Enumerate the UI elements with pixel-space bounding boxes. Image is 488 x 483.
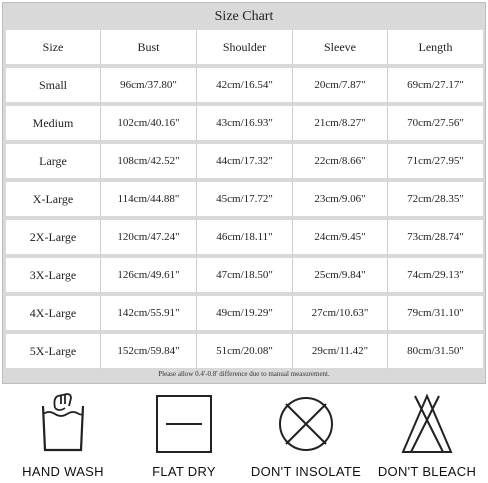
size-chart: [2, 2, 486, 384]
measurement-cell: 70cm/27.56": [388, 106, 483, 144]
table-row: [6, 144, 483, 182]
care-do-not-bleach: [366, 392, 488, 482]
measurement-cell: 51cm/20.08": [197, 334, 293, 372]
measurement-cell: 43cm/16.93": [197, 106, 293, 144]
header-row: [6, 30, 483, 68]
table-row: [6, 68, 483, 106]
measurement-cell: 46cm/18.11": [197, 220, 293, 258]
measurement-cell: 20cm/7.87": [293, 68, 388, 106]
measurement-cell: 126cm/49.61": [101, 258, 197, 296]
measurement-cell: 69cm/27.17": [388, 68, 483, 106]
care-label: DON'T BLEACH: [377, 464, 477, 479]
chart-title: Size Chart: [214, 8, 274, 24]
measurement-cell: 29cm/11.42": [293, 334, 388, 372]
header-shoulder: Shoulder: [197, 30, 293, 68]
measurement-cell: 44cm/17.32": [197, 144, 293, 182]
size-cell: X-Large: [6, 182, 101, 220]
measurement-note: Please allow 0.4'-0.8' difference due to manual measurement.: [158, 370, 330, 378]
header-bust: Bust: [101, 30, 197, 68]
measurement-cell: 120cm/47.24": [101, 220, 197, 258]
size-cell: 2X-Large: [6, 220, 101, 258]
care-label: FLAT DRY: [152, 464, 216, 479]
measurement-cell: 108cm/42.52": [101, 144, 197, 182]
do-not-bleach-icon: [387, 392, 467, 456]
measurement-cell: 96cm/37.80": [101, 68, 197, 106]
measurement-cell: 79cm/31.10": [388, 296, 483, 334]
hand-wash-icon: [23, 392, 103, 456]
measurement-cell: 47cm/18.50": [197, 258, 293, 296]
header-length: Length: [388, 30, 483, 68]
flat-dry-icon: [144, 392, 224, 456]
size-cell: 3X-Large: [6, 258, 101, 296]
table-row: [6, 258, 483, 296]
header-size: Size: [6, 30, 101, 68]
table-row: [6, 182, 483, 220]
measurement-cell: 73cm/28.74": [388, 220, 483, 258]
measurement-cell: 74cm/29.13": [388, 258, 483, 296]
measurement-cell: 80cm/31.50": [388, 334, 483, 372]
header-sleeve: Sleeve: [293, 30, 388, 68]
size-cell: Small: [6, 68, 101, 106]
care-label: DON'T INSOLATE: [250, 464, 362, 479]
care-label: HAND WASH: [22, 464, 104, 479]
care-do-not-insolate: [245, 392, 367, 482]
measurement-cell: 142cm/55.91": [101, 296, 197, 334]
measurement-cell: 72cm/28.35": [388, 182, 483, 220]
care-hand-wash: [2, 392, 124, 482]
size-cell: Large: [6, 144, 101, 182]
size-cell: 5X-Large: [6, 334, 101, 372]
size-table: [6, 30, 483, 372]
measurement-cell: 42cm/16.54": [197, 68, 293, 106]
measurement-cell: 24cm/9.45": [293, 220, 388, 258]
table-row: [6, 296, 483, 334]
measurement-cell: 25cm/9.84": [293, 258, 388, 296]
do-not-insolate-icon: [266, 392, 346, 456]
measurement-cell: 22cm/8.66": [293, 144, 388, 182]
measurement-cell: 45cm/17.72": [197, 182, 293, 220]
size-cell: Medium: [6, 106, 101, 144]
measurement-cell: 152cm/59.84": [101, 334, 197, 372]
measurement-cell: 21cm/8.27": [293, 106, 388, 144]
table-row: [6, 106, 483, 144]
measurement-cell: 114cm/44.88": [101, 182, 197, 220]
measurement-cell: 71cm/27.95": [388, 144, 483, 182]
care-flat-dry: [123, 392, 245, 482]
measurement-cell: 102cm/40.16": [101, 106, 197, 144]
size-cell: 4X-Large: [6, 296, 101, 334]
measurement-cell: 27cm/10.63": [293, 296, 388, 334]
table-row: [6, 220, 483, 258]
measurement-cell: 23cm/9.06": [293, 182, 388, 220]
measurement-cell: 49cm/19.29": [197, 296, 293, 334]
